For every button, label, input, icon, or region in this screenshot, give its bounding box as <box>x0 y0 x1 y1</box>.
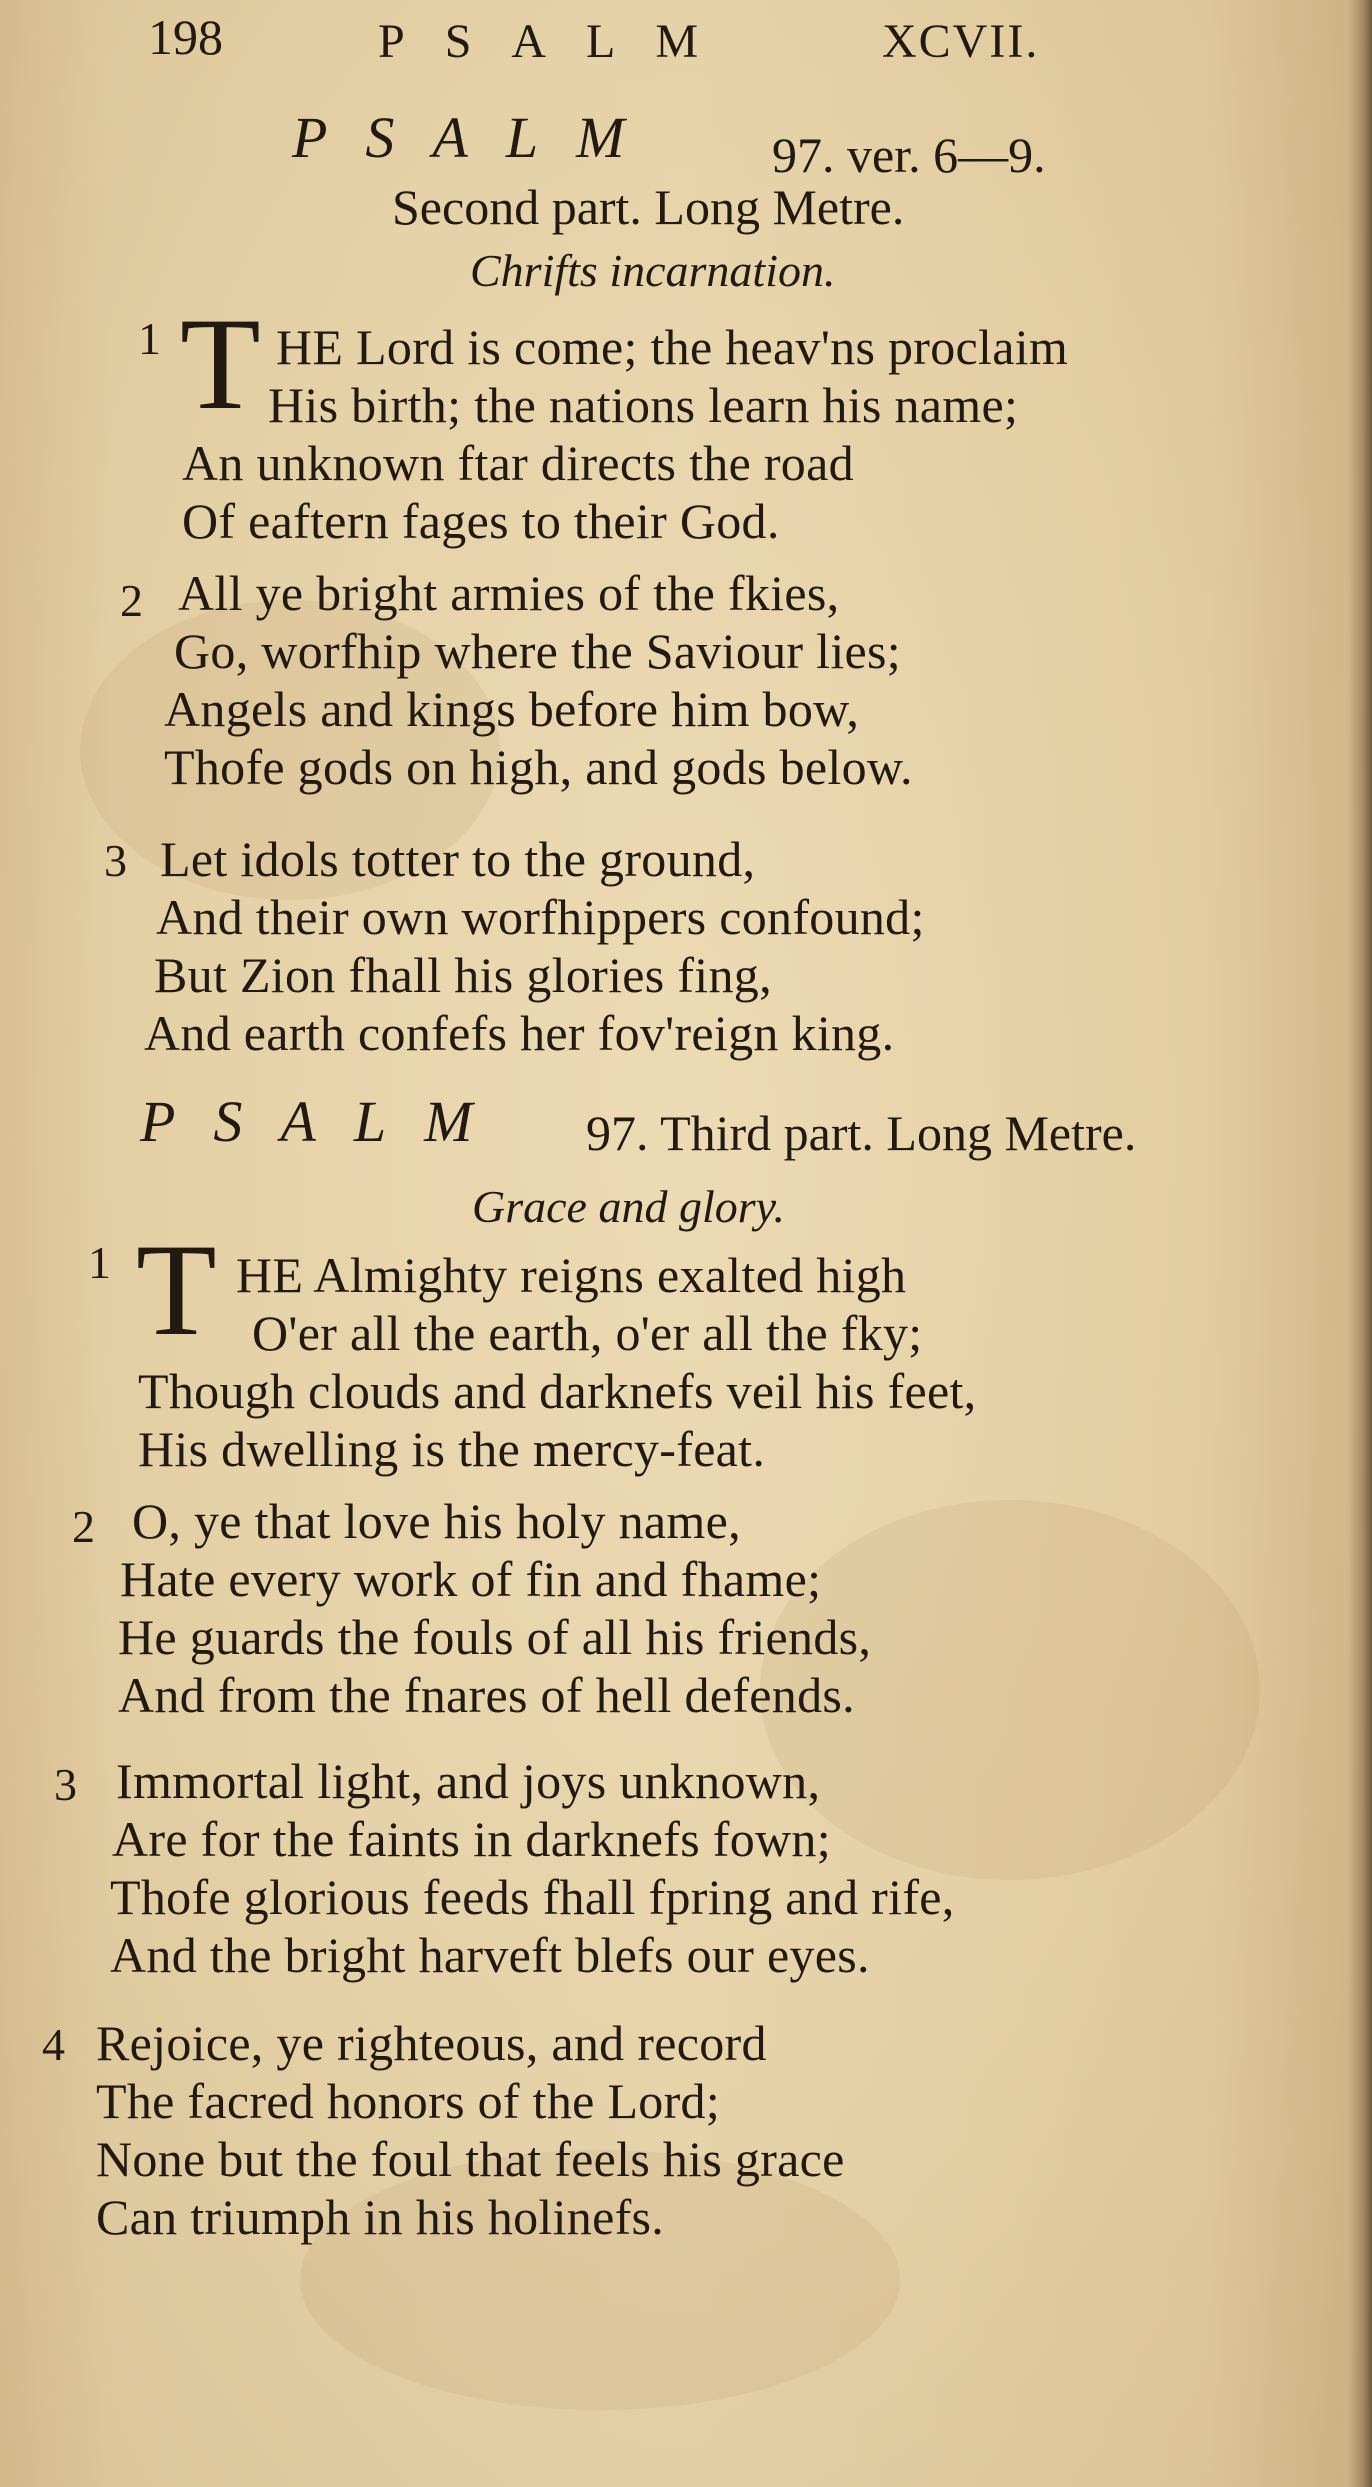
running-psalm-numeral: XCVII. <box>882 15 1040 68</box>
verse-line: And the bright harveft blefs our eyes. <box>110 1927 870 1983</box>
psalm-subject: Chrifts incarnation. <box>470 245 836 296</box>
psalm-heading-reference: 97. ver. 6—9. <box>772 127 1046 183</box>
drop-cap: T <box>136 1216 217 1363</box>
verse-number: 2 <box>72 1501 95 1552</box>
verse-line: Angels and kings before him bow, <box>164 681 860 737</box>
verse-line: Thofe glorious feeds fhall fpring and rife, <box>110 1869 955 1925</box>
verse-line: Are for the faints in darknefs fown; <box>112 1811 831 1867</box>
binding-gutter <box>1348 0 1372 2487</box>
verse-number: 1 <box>138 313 161 364</box>
verse-line: Let idols totter to the ground, <box>160 831 756 887</box>
verse-line: An unknown ftar directs the road <box>182 435 854 491</box>
verse-line: HE Lord is come; the heav'ns proclaim <box>276 319 1069 375</box>
verse-line: HE Almighty reigns exalted high <box>236 1247 907 1303</box>
verse-line: His birth; the nations learn his name; <box>268 377 1019 433</box>
verse-line: O, ye that love his holy name, <box>132 1493 741 1549</box>
verse-number: 3 <box>54 1759 77 1810</box>
psalm-heading-word: PSALM <box>140 1089 511 1154</box>
verse-line: Of eaftern fages to their God. <box>182 493 780 549</box>
verse-number: 3 <box>104 835 127 886</box>
verse-number: 4 <box>42 2019 65 2070</box>
verse-line: And their own worfhippers confound; <box>156 889 925 945</box>
psalm-subheading: Second part. Long Metre. <box>392 179 905 235</box>
verse-number: 2 <box>120 575 143 626</box>
verse-line: Can triumph in his holinefs. <box>96 2189 665 2245</box>
verse-line: The facred honors of the Lord; <box>96 2073 721 2129</box>
verse-line: All ye bright armies of the fkies, <box>178 565 840 621</box>
psalm-heading-word: PSALM <box>292 105 663 170</box>
verse-line: But Zion fhall his glories fing, <box>154 947 772 1003</box>
verse-line: He guards the fouls of all his friends, <box>118 1609 872 1665</box>
psalm-heading-reference: 97. Third part. Long Metre. <box>586 1105 1137 1161</box>
verse-line: O'er all the earth, o'er all the fky; <box>252 1305 923 1361</box>
running-title: PSALM <box>378 15 739 68</box>
page-number: 198 <box>148 9 223 65</box>
verse-line: Thofe gods on high, and gods below. <box>164 739 913 795</box>
verse-line: And earth confefs her fov'reign king. <box>144 1005 895 1061</box>
drop-cap: T <box>180 290 261 437</box>
verse-line: And from the fnares of hell defends. <box>118 1667 855 1723</box>
verse-line: His dwelling is the mercy-feat. <box>138 1421 766 1477</box>
verse-line: Rejoice, ye righteous, and record <box>96 2015 767 2071</box>
verse-line: Hate every work of fin and fhame; <box>120 1551 822 1607</box>
verse-line: Go, worfhip where the Saviour lies; <box>174 623 902 679</box>
verse-number: 1 <box>88 1237 111 1288</box>
verse-line: Immortal light, and joys unknown, <box>116 1753 821 1809</box>
verse-line: None but the foul that feels his grace <box>96 2131 845 2187</box>
psalm-subject: Grace and glory. <box>472 1181 786 1232</box>
verse-line: Though clouds and darknefs veil his feet, <box>138 1363 977 1419</box>
